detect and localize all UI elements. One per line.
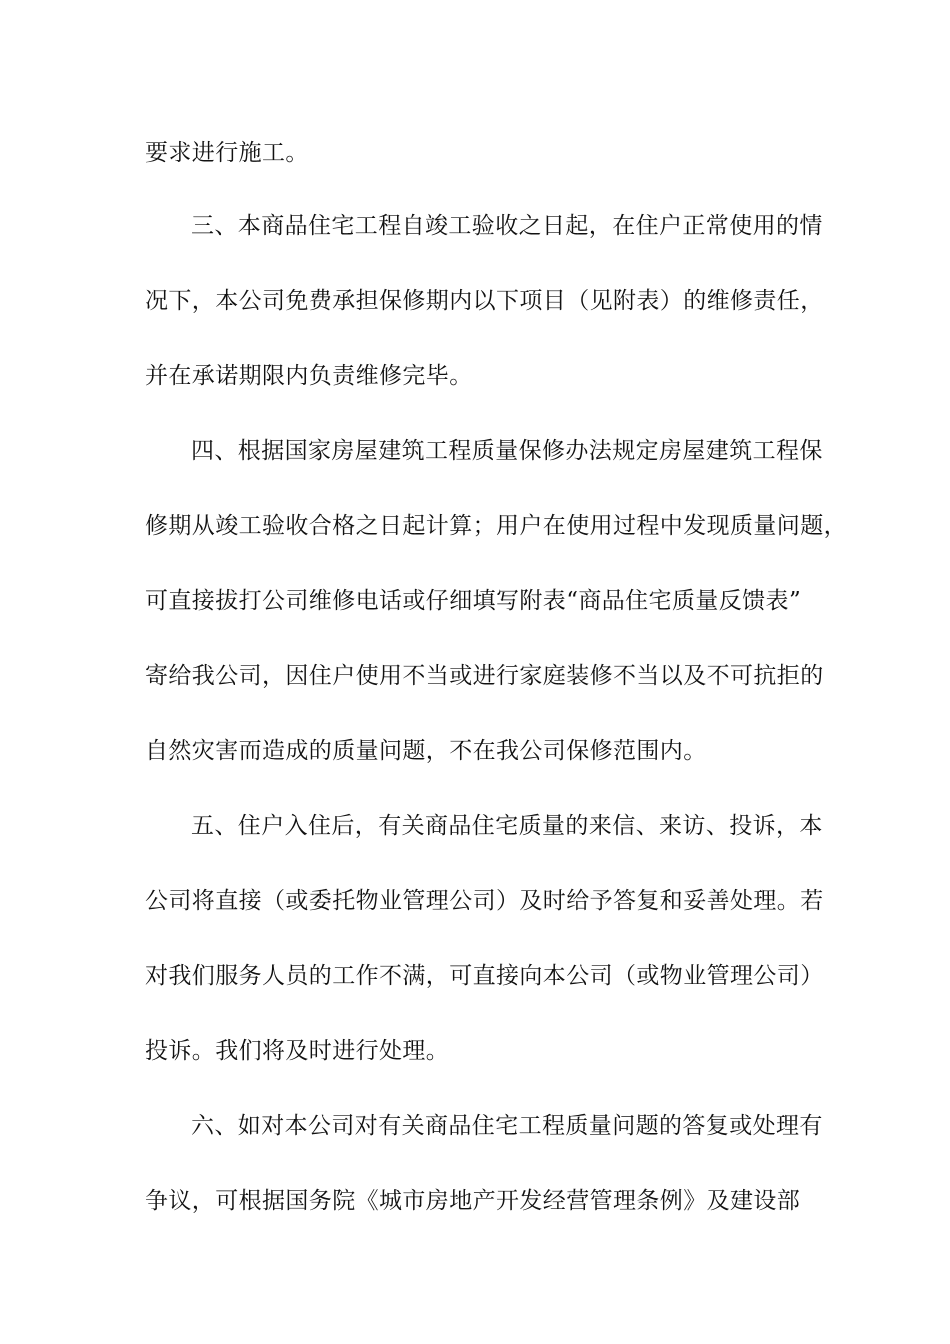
paragraph-line: 自然灾害而造成的质量问题，不在我公司保修范围内。 (145, 738, 707, 764)
paragraph-line: 三、本商品住宅工程自竣工验收之日起，在住户正常使用的情 (191, 213, 823, 239)
paragraph-line: 况下，本公司免费承担保修期内以下项目（见附表）的维修责任， (145, 288, 824, 314)
paragraph-line: 寄给我公司，因住户使用不当或进行家庭装修不当以及不可抗拒的 (145, 663, 824, 689)
paragraph-line: 五、住户入住后，有关商品住宅质量的来信、来访、投诉，本 (191, 813, 823, 839)
paragraph-line: 要求进行施工。 (145, 140, 309, 166)
paragraph-line: 可直接拔打公司维修电话或仔细填写附表“商品住宅质量反馈表” (145, 588, 802, 614)
paragraph-line: 投诉。我们将及时进行处理。 (145, 1038, 450, 1064)
paragraph-line: 六、如对本公司对有关商品住宅工程质量问题的答复或处理有 (191, 1113, 823, 1139)
paragraph-line: 对我们服务人员的工作不满，可直接向本公司（或物业管理公司） (145, 963, 824, 989)
paragraph-line: 四、根据国家房屋建筑工程质量保修办法规定房屋建筑工程保 (191, 438, 823, 464)
paragraph-line: 争议，可根据国务院《城市房地产开发经营管理条例》及建设部 (145, 1188, 801, 1214)
paragraph-line: 公司将直接（或委托物业管理公司）及时给予答复和妥善处理。若 (145, 888, 824, 914)
paragraph-line: 修期从竣工验收合格之日起计算；用户在使用过程中发现质量问题， (145, 513, 847, 539)
paragraph-line: 并在承诺期限内负责维修完毕。 (145, 363, 473, 389)
